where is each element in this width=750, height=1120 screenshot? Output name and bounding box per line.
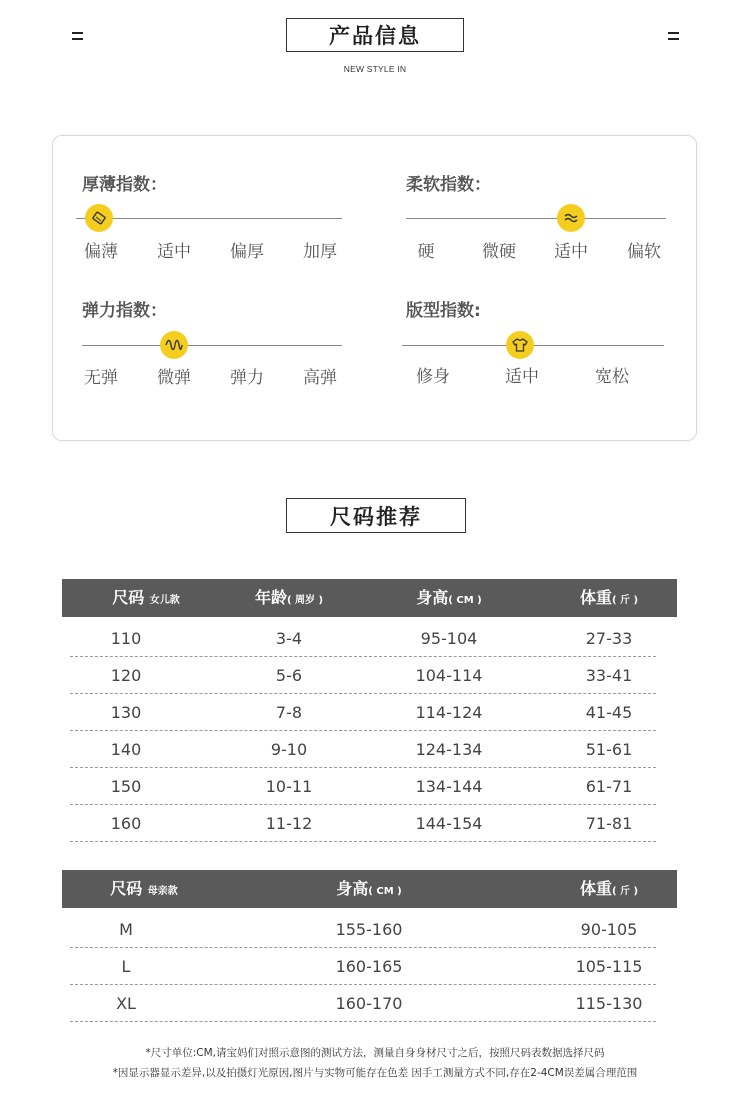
- mom-row: [70, 910, 656, 948]
- page-title: 产品信息: [286, 18, 464, 52]
- thickness-option-3: 偏厚: [230, 242, 264, 262]
- elasticity-index-title: 弹力指数：: [82, 301, 167, 321]
- mom-row: [70, 984, 656, 1022]
- mom-cell: L: [121, 957, 131, 976]
- kids-row: [70, 656, 656, 694]
- kids-cell: 134-144: [415, 777, 483, 796]
- softness-option-2: 微硬: [482, 242, 516, 262]
- softness-option-3: 适中: [554, 242, 588, 262]
- header-right-mark: [668, 32, 679, 40]
- kids-cell: 27-33: [585, 629, 633, 648]
- mom-cell: 155-160: [335, 920, 403, 939]
- kids-row: [70, 619, 656, 657]
- kids-cell: 124-134: [415, 740, 483, 759]
- elasticity-option-3: 弹力: [230, 368, 264, 388]
- kids-cell: 71-81: [585, 814, 633, 833]
- mom-table-header: [62, 870, 677, 908]
- softness-option-1: 硬: [417, 242, 435, 262]
- kids-cell: 7-8: [275, 703, 303, 722]
- mom-col-height: 身高( CM ): [336, 879, 402, 898]
- mom-col-size: 尺码 母亲款: [110, 879, 178, 898]
- kids-col-weight: 体重( 斤 ): [579, 588, 639, 607]
- kids-row: [70, 804, 656, 842]
- kids-row: [70, 693, 656, 731]
- kids-cell: 9-10: [270, 740, 308, 759]
- kids-cell: 51-61: [585, 740, 633, 759]
- fit-option-1: 修身: [416, 367, 450, 387]
- elasticity-track: [82, 345, 342, 346]
- kids-cell: 160: [110, 814, 142, 833]
- kids-cell: 130: [110, 703, 142, 722]
- elasticity-option-1: 无弹: [84, 368, 118, 388]
- kids-cell: 3-4: [275, 629, 303, 648]
- mom-cell: M: [119, 920, 133, 939]
- mom-cell: 160-170: [335, 994, 403, 1013]
- kids-cell: 10-11: [265, 777, 313, 796]
- kids-cell: 120: [110, 666, 142, 685]
- mom-cell: 105-115: [575, 957, 643, 976]
- mom-col-weight: 体重( 斤 ): [579, 879, 639, 898]
- fit-option-2: 适中: [505, 367, 539, 387]
- kids-row: [70, 730, 656, 768]
- thickness-option-4: 加厚: [303, 242, 337, 262]
- kids-cell: 150: [110, 777, 142, 796]
- size-note-1: *尺寸单位:CM,请宝妈们对照示意图的测试方法，测量自身身材尺寸之后，按照尺码表数据选择尺码: [145, 1047, 605, 1059]
- size-note-2: *因显示器显示差异,以及拍摄灯光原因,图片与实物可能存在色差 因手工测量方式不同,存在2-4CM误差属合理范围: [112, 1067, 638, 1079]
- kids-cell: 104-114: [415, 666, 483, 685]
- kids-col-size: 尺码 女儿款: [112, 588, 180, 607]
- kids-cell: 41-45: [585, 703, 633, 722]
- mom-cell: 160-165: [335, 957, 403, 976]
- softness-track: [406, 218, 666, 219]
- header-left-mark: [72, 32, 83, 40]
- kids-cell: 5-6: [275, 666, 303, 685]
- kids-row: [70, 767, 656, 805]
- page-subtitle: NEW STYLE IN: [343, 64, 407, 74]
- mom-cell: XL: [116, 994, 136, 1013]
- elasticity-option-4: 高弹: [303, 368, 337, 388]
- fit-option-3: 宽松: [595, 367, 629, 387]
- kids-cell: 33-41: [585, 666, 633, 685]
- kids-cell: 11-12: [265, 814, 313, 833]
- thickness-track: [76, 218, 342, 219]
- kids-cell: 95-104: [420, 629, 478, 648]
- tshirt-icon: [506, 331, 534, 359]
- kids-table-header: [62, 579, 677, 617]
- thickness-index-title: 厚薄指数：: [82, 175, 167, 195]
- softness-index-title: 柔软指数：: [406, 175, 491, 195]
- fabric-tag-icon: [85, 204, 113, 232]
- kids-cell: 114-124: [415, 703, 483, 722]
- spring-icon: [160, 331, 188, 359]
- kids-cell: 61-71: [585, 777, 633, 796]
- kids-col-age: 年龄( 周岁 ): [254, 588, 324, 607]
- size-section-title: 尺码推荐: [286, 498, 466, 533]
- wave-icon: [557, 204, 585, 232]
- thickness-option-2: 适中: [157, 242, 191, 262]
- kids-cell: 144-154: [415, 814, 483, 833]
- kids-col-height: 身高( CM ): [416, 588, 482, 607]
- fit-index-title: 版型指数:: [406, 301, 481, 321]
- softness-option-4: 偏软: [627, 242, 661, 262]
- thickness-option-1: 偏薄: [84, 242, 118, 262]
- mom-row: [70, 947, 656, 985]
- elasticity-option-2: 微弹: [157, 368, 191, 388]
- mom-cell: 115-130: [575, 994, 643, 1013]
- mom-cell: 90-105: [580, 920, 638, 939]
- kids-cell: 110: [110, 629, 142, 648]
- kids-cell: 140: [110, 740, 142, 759]
